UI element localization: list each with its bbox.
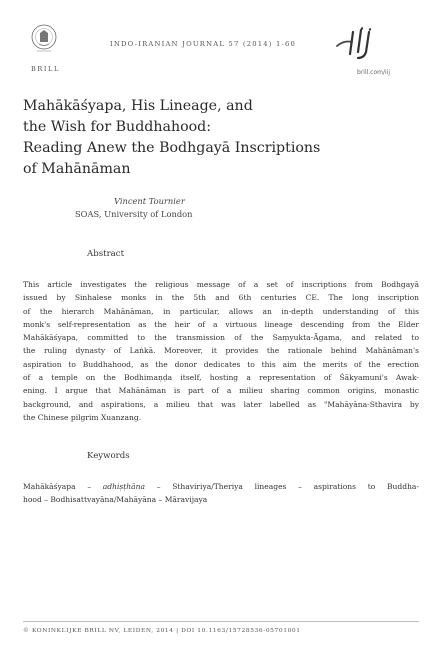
abstract-line: ening. I argue that Mahānāman is part of a milieu sharing common origins, monastic (23, 386, 419, 396)
keyword-text: Mahākāśyapa – (23, 482, 103, 491)
title-line: of Mahānāman (23, 161, 131, 177)
abstract-line: monk's self-representation as the heir of a virtuous lineage descending from the Elder (23, 319, 419, 329)
keyword-text: – Sthaviriya/Theriya lineages – aspirations to Buddha- (145, 482, 419, 491)
journal-url: brill.com/iij (357, 69, 391, 76)
publisher-name: BRILL (31, 65, 60, 73)
brill-logo-icon (30, 22, 58, 60)
title-line: Reading Anew the Bodhgayā Inscriptions (23, 140, 321, 156)
abstract-line: of the hierarch Mahānāman, in particular, allows an in-depth understanding of this (23, 306, 419, 316)
iij-logo-icon (334, 26, 380, 60)
author-affiliation: SOAS, University of London (75, 209, 193, 219)
journal-running-head: INDO-IRANIAN JOURNAL 57 (2014) 1-60 (110, 40, 297, 48)
abstract-line: the Chinese pilgrim Xuanzang. (23, 412, 142, 422)
abstract-body (23, 278, 419, 424)
title-line: Mahākāśyapa, His Lineage, and (23, 98, 253, 114)
footer-divider (23, 621, 419, 622)
abstract-line: aspiration to Buddhahood, as the donor dedicates to this aim the merits of the erection (23, 359, 419, 369)
abstract-line: issued by Sinhalese monks in the 5th and 6th centuries CE. The long inscription (23, 293, 419, 303)
abstract-line: This article investigates the religious message of a set of inscriptions from Bodhgayā (23, 280, 419, 289)
abstract-line: the ruling dynasty of Laṅkā. Moreover, it provides the rationale behind Mahānāman's (23, 346, 419, 356)
copyright-footer: © KONINKLIJKE BRILL NV, LEIDEN, 2014 | DOI 10.1163/15728536-05701001 (23, 628, 301, 634)
abstract-line: background, and aspirations, a milieu that was later labelled as "Mahāyāna-Sthavira by (23, 399, 419, 409)
article-title (23, 96, 323, 180)
title-line: the Wish for Buddhahood: (23, 119, 212, 135)
keyword-italic: adhiṣṭhāna (102, 482, 146, 491)
abstract-heading: Abstract (87, 249, 125, 259)
author-name: Vincent Tournier (114, 196, 185, 206)
keywords-heading: Keywords (87, 451, 130, 461)
keywords-line: hood – Bodhisattvayāna/Mahāyāna – Māravijaya (23, 495, 208, 505)
keywords-line (23, 480, 419, 493)
abstract-line: of a temple on the Bodhimaṇḍa itself, hosting a representation of Śākyamuni's Awak- (23, 373, 419, 383)
keywords-body (23, 480, 419, 507)
abstract-line: Mahākāśyapa, committed to the transmission of the Saṃyukta-Āgama, and related to (23, 333, 419, 343)
